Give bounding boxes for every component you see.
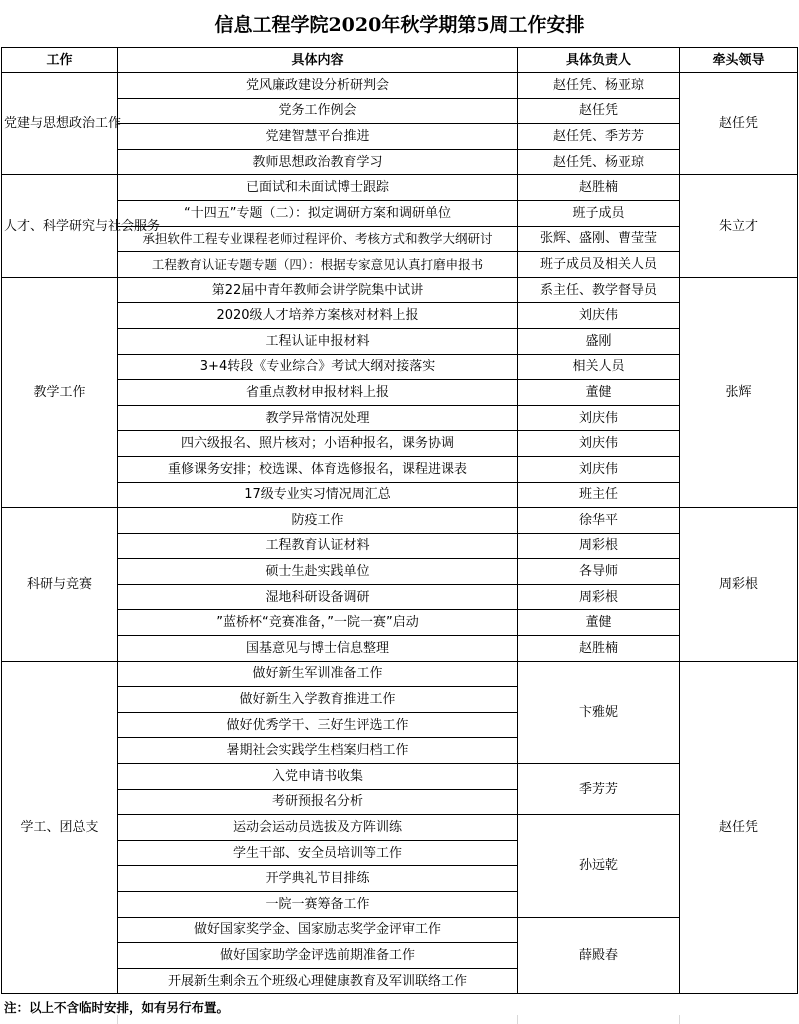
table-row xyxy=(2,636,798,662)
task-cell: 承担软件工程专业课程老师过程评价、考核方式和教学大纲研讨 xyxy=(118,226,518,252)
table-row xyxy=(2,277,798,303)
sheet-gridline xyxy=(517,1015,518,1024)
table-row xyxy=(2,661,798,687)
task-cell: 做好新生入学教育推进工作 xyxy=(118,687,518,713)
category-talent: 人才、科学研究与社会服务 xyxy=(2,175,118,277)
table-row xyxy=(2,815,798,841)
person-cell: 刘庆伟 xyxy=(518,431,680,457)
task-cell: 做好优秀学干、三好生评选工作 xyxy=(118,712,518,738)
task-cell: 做好新生军训准备工作 xyxy=(118,661,518,687)
sheet-gridline xyxy=(679,1015,680,1024)
table-row xyxy=(2,303,798,329)
task-cell: 防疫工作 xyxy=(118,508,518,534)
task-cell: 暑期社会实践学生档案归档工作 xyxy=(118,738,518,764)
task-cell: 做好国家助学金评选前期准备工作 xyxy=(118,943,518,969)
task-cell: 硕士生赴实践单位 xyxy=(118,559,518,585)
header-leader: 牵头领导 xyxy=(680,48,798,73)
task-cell: 17级专业实习情况周汇总 xyxy=(118,482,518,508)
task-cell: 教师思想政治教育学习 xyxy=(118,149,518,175)
table-row xyxy=(2,431,798,457)
category-student: 学工、团总支 xyxy=(2,661,118,994)
header-work: 工作 xyxy=(2,48,118,73)
header-row xyxy=(2,48,798,73)
task-cell: 党风廉政建设分析研判会 xyxy=(118,73,518,99)
table-row xyxy=(2,559,798,585)
table-row xyxy=(2,405,798,431)
task-cell: “十四五”专题（二）：拟定调研方案和调研单位 xyxy=(118,200,518,226)
person-cell: 盛刚 xyxy=(518,328,680,354)
person-cell: 刘庆伟 xyxy=(518,456,680,482)
person-cell: 张辉、盛刚、曹莹莹 xyxy=(518,226,680,252)
person-cell: 薛殿春 xyxy=(518,917,680,994)
person-cell: 季芳芳 xyxy=(518,764,680,815)
table-row xyxy=(2,149,798,175)
person-cell: 孙远乾 xyxy=(518,815,680,917)
leader-student: 赵任凭 xyxy=(680,661,798,994)
task-cell: 工程教育认证专题专题（四）：根据专家意见认真打磨申报书 xyxy=(118,252,518,278)
category-party: 党建与思想政治工作 xyxy=(2,73,118,175)
task-cell: 重修课务安排；校选课、体育选修报名，课程进课表 xyxy=(118,456,518,482)
task-cell: 湿地科研设备调研 xyxy=(118,584,518,610)
person-cell: 赵任凭 xyxy=(518,98,680,124)
table-row xyxy=(2,354,798,380)
table-row xyxy=(2,533,798,559)
person-cell: 相关人员 xyxy=(518,354,680,380)
person-cell: 卞雅妮 xyxy=(518,661,680,763)
task-cell: 3+4转段《专业综合》考试大纲对接落实 xyxy=(118,354,518,380)
task-cell: 开学典礼节目排练 xyxy=(118,866,518,892)
task-cell: 工程教育认证材料 xyxy=(118,533,518,559)
person-cell: 董健 xyxy=(518,610,680,636)
schedule-table xyxy=(1,47,798,994)
person-cell: 赵胜楠 xyxy=(518,636,680,662)
table-row xyxy=(2,252,798,278)
person-cell: 董健 xyxy=(518,380,680,406)
person-cell: 班主任 xyxy=(518,482,680,508)
leader-talent: 朱立才 xyxy=(680,175,798,277)
table-row xyxy=(2,584,798,610)
leader-party: 赵任凭 xyxy=(680,73,798,175)
task-cell: ”蓝桥杯“竞赛准备，”一院一赛”启动 xyxy=(118,610,518,636)
task-cell: 四六级报名、照片核对；小语种报名，课务协调 xyxy=(118,431,518,457)
task-cell: 党务工作例会 xyxy=(118,98,518,124)
header-content: 具体内容 xyxy=(118,48,518,73)
table-row xyxy=(2,508,798,534)
task-cell: 教学异常情况处理 xyxy=(118,405,518,431)
task-cell: 党建智慧平台推进 xyxy=(118,124,518,150)
task-cell: 学生干部、安全员培训等工作 xyxy=(118,840,518,866)
category-teaching: 教学工作 xyxy=(2,277,118,507)
task-cell: 做好国家奖学金、国家励志奖学金评审工作 xyxy=(118,917,518,943)
footnote: 注：以上不含临时安排，如有另行布置。 xyxy=(4,1000,230,1015)
person-cell: 周彩根 xyxy=(518,584,680,610)
person-cell: 周彩根 xyxy=(518,533,680,559)
person-cell: 刘庆伟 xyxy=(518,405,680,431)
person-cell: 赵任凭、杨亚琼 xyxy=(518,73,680,99)
task-cell: 第22届中青年教师会讲学院集中试讲 xyxy=(118,277,518,303)
header-person: 具体负责人 xyxy=(518,48,680,73)
category-research: 科研与竞赛 xyxy=(2,508,118,662)
person-cell: 刘庆伟 xyxy=(518,303,680,329)
page-title: 信息工程学院2020年秋学期第5周工作安排 xyxy=(214,14,585,36)
table-row xyxy=(2,328,798,354)
table-row xyxy=(2,610,798,636)
leader-teaching: 张辉 xyxy=(680,277,798,507)
task-cell: 开展新生剩余五个班级心理健康教育及军训联络工作 xyxy=(118,968,518,994)
table-row xyxy=(2,175,798,201)
table-row xyxy=(2,456,798,482)
person-cell: 系主任、教学督导员 xyxy=(518,277,680,303)
task-cell: 入党申请书收集 xyxy=(118,764,518,790)
person-cell: 徐华平 xyxy=(518,508,680,534)
task-cell: 2020级人才培养方案核对材料上报 xyxy=(118,303,518,329)
person-cell: 赵任凭、杨亚琼 xyxy=(518,149,680,175)
person-cell: 班子成员及相关人员 xyxy=(518,252,680,278)
table-row xyxy=(2,380,798,406)
person-cell: 各导师 xyxy=(518,559,680,585)
person-cell: 赵任凭、季芳芳 xyxy=(518,124,680,150)
task-cell: 已面试和未面试博士跟踪 xyxy=(118,175,518,201)
table-row xyxy=(2,73,798,99)
leader-research: 周彩根 xyxy=(680,508,798,662)
task-cell: 一院一赛筹备工作 xyxy=(118,892,518,918)
task-cell: 工程认证申报材料 xyxy=(118,328,518,354)
table-row xyxy=(2,917,798,943)
task-cell: 国基意见与博士信息整理 xyxy=(118,636,518,662)
table-row xyxy=(2,482,798,508)
table-row xyxy=(2,764,798,790)
task-cell: 省重点教材申报材料上报 xyxy=(118,380,518,406)
task-cell: 运动会运动员选拔及方阵训练 xyxy=(118,815,518,841)
sheet-gridline xyxy=(117,1015,118,1024)
person-cell: 班子成员 xyxy=(518,200,680,226)
task-cell: 考研预报名分析 xyxy=(118,789,518,815)
person-cell: 赵胜楠 xyxy=(518,175,680,201)
